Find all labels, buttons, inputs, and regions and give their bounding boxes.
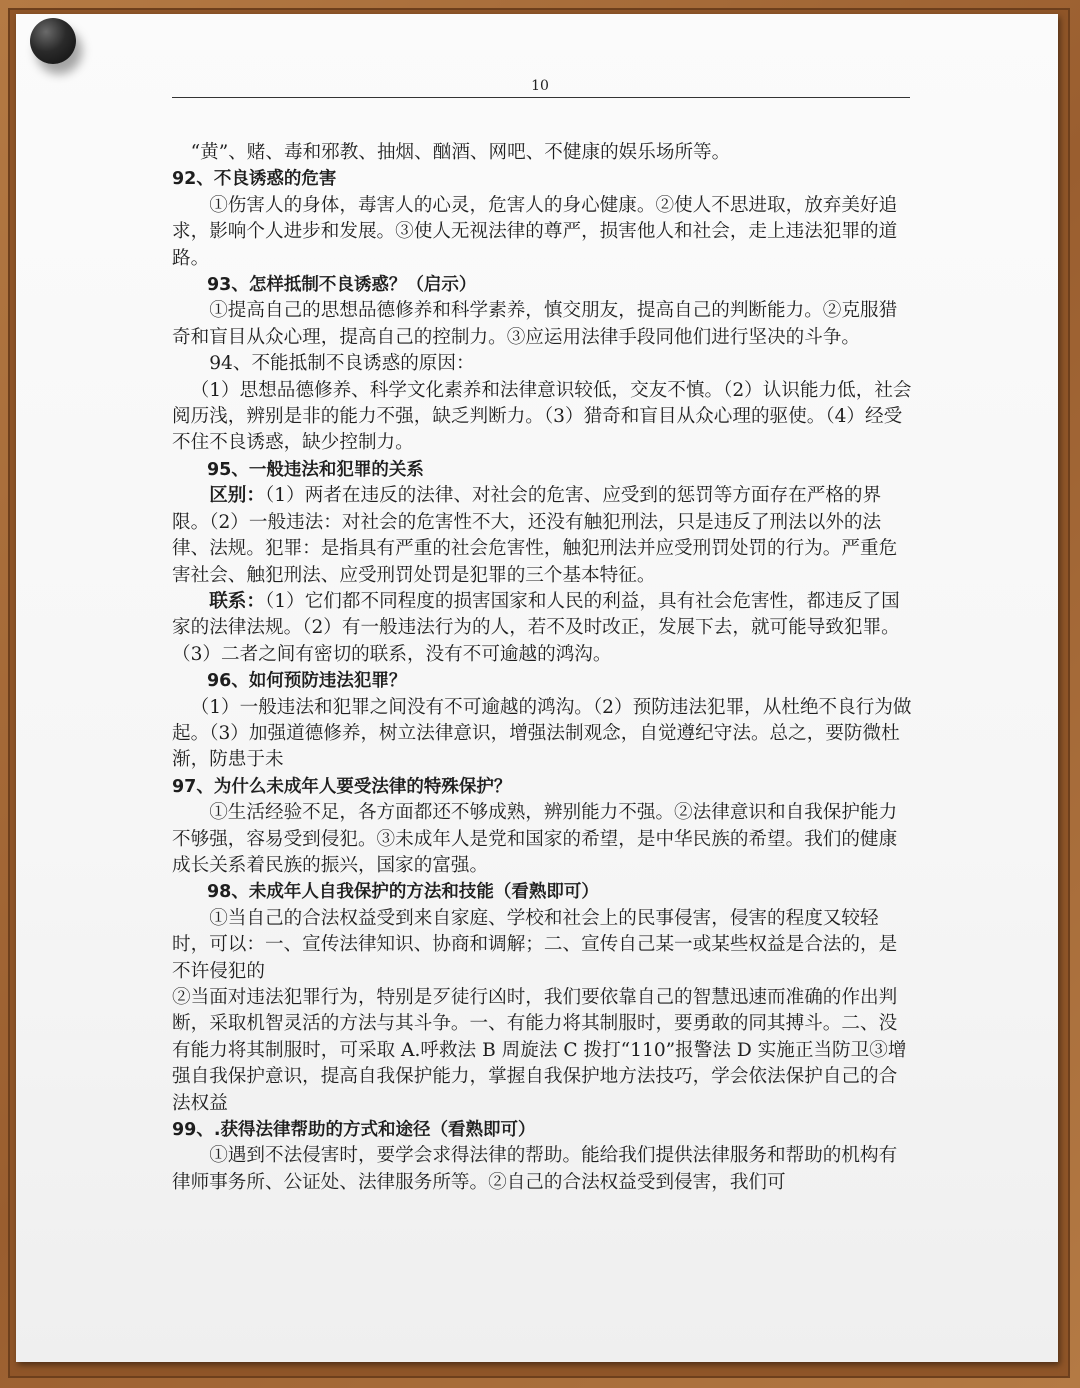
heading-95: 95、一般违法和犯罪的关系 <box>207 459 424 480</box>
paragraph-92: ①伤害人的身体，毒害人的心灵，危害人的身心健康。②使人不思进取，放弃美好追求，影响个人进步和发展。③使人无视法律的尊严，损害他人和社会，走上违法犯罪的道路。 <box>172 194 898 269</box>
paragraph-96: （1）一般违法和犯罪之间没有不可逾越的鸿沟。（2）预防违法犯罪，从杜绝不良行为做起。（3）加强道德修养，树立法律意识，增强法制观念，自觉遵纪守法。总之，要防微杜渐，防患于未 <box>172 696 912 771</box>
paragraph-94: （1）思想品德修养、科学文化素养和法律意识较低，交友不慎。（2）认识能力低，社会阅历浅，辨别是非的能力不强，缺乏判断力。（3）猎奇和盲目从众心理的驱使。（4）经受不住不良诱惑，缺少控制力。 <box>172 379 912 454</box>
paragraph-98-b: ②当面对违法犯罪行为，特别是歹徒行凶时，我们要依靠自己的智慧迅速而准确的作出判断，采取机智灵活的方法与其斗争。一、有能力将其制服时，要勇敢的同其搏斗。二、没有能力将其制服时，可采取 A.呼救法 B 周旋法 C 拨打“110”报警法 D 实施正当防卫③增强自我保护意识，提高自我保护能力，掌握自我保护地方法技巧，学会依法保护自己的合法权益 <box>172 987 907 1114</box>
heading-98: 98、未成年人自我保护的方法和技能（看熟即可） <box>207 882 599 903</box>
paragraph-continuation: “黄”、赌、毒和邪教、抽烟、酗酒、网吧、不健康的娱乐场所等。 <box>190 142 731 163</box>
heading-94: 94、不能抵制不良诱惑的原因： <box>209 353 475 375</box>
paragraph-97: ①生活经验不足，各方面都还不够成熟，辨别能力不强。②法律意识和自我保护能力不够强，容易受到侵犯。③未成年人是党和国家的希望，是中华民族的希望。我们的健康成长关系着民族的振兴，国家的富强。 <box>172 802 898 876</box>
paragraph-99: ①遇到不法侵害时，要学会求得法律的帮助。能给我们提供法律服务和帮助的机构有律师事务所、公证处、法律服务所等。②自己的合法权益受到侵害，我们可 <box>172 1145 898 1193</box>
difference-label: 区别： <box>209 485 265 507</box>
difference-text: （1）两者在违反的法律、对社会的危害、应受到的惩罚等方面存在严格的界限。（2）一般违法：对社会的危害性不大，还没有触犯刑法，只是违反了刑法以外的法律、法规。犯罪：是指具有严重的社会危害性，触犯刑法并应受刑罚处罚的行为。严重危害社会、触犯刑法、应受刑罚处罚是犯罪的三个基本特征。 <box>172 485 898 586</box>
heading-93: 93、怎样抵制不良诱惑？（启示） <box>207 275 477 296</box>
heading-96: 96、如何预防违法犯罪？ <box>207 671 407 692</box>
paragraph-93: ①提高自己的思想品德修养和科学素养，慎交朋友，提高自己的判断能力。②克服猎奇和盲目从众心理，提高自己的控制力。③应运用法律手段同他们进行坚决的斗争。 <box>172 300 898 348</box>
heading-97: 97、为什么未成年人要受法律的特殊保护？ <box>172 776 512 797</box>
document-body <box>172 140 912 1196</box>
relation-label: 联系： <box>209 590 265 612</box>
header-rule <box>172 97 910 98</box>
paragraph-95-relation <box>172 589 912 668</box>
relation-text: （1）它们都不同程度的损害国家和人民的利益，具有社会危害性，都违反了国家的法律法规。（2）有一般违法行为的人，若不及时改正，发展下去，就可能导致犯罪。（3）二者之间有密切的联系，没有不可逾越的鸿沟。 <box>172 590 900 665</box>
heading-99: 99、.获得法律帮助的方式和途径（看熟即可） <box>172 1120 536 1141</box>
paragraph-95-difference <box>172 483 912 589</box>
page-number: 10 <box>531 78 549 94</box>
heading-92: 92、不良诱惑的危害 <box>172 169 337 190</box>
pushpin-icon <box>30 18 76 64</box>
paragraph-98-a: ①当自己的合法权益受到来自家庭、学校和社会上的民事侵害，侵害的程度又较轻时，可以：一、宣传法律知识、协商和调解；二、宣传自己某一或某些权益是合法的，是不许侵犯的 <box>172 907 898 982</box>
